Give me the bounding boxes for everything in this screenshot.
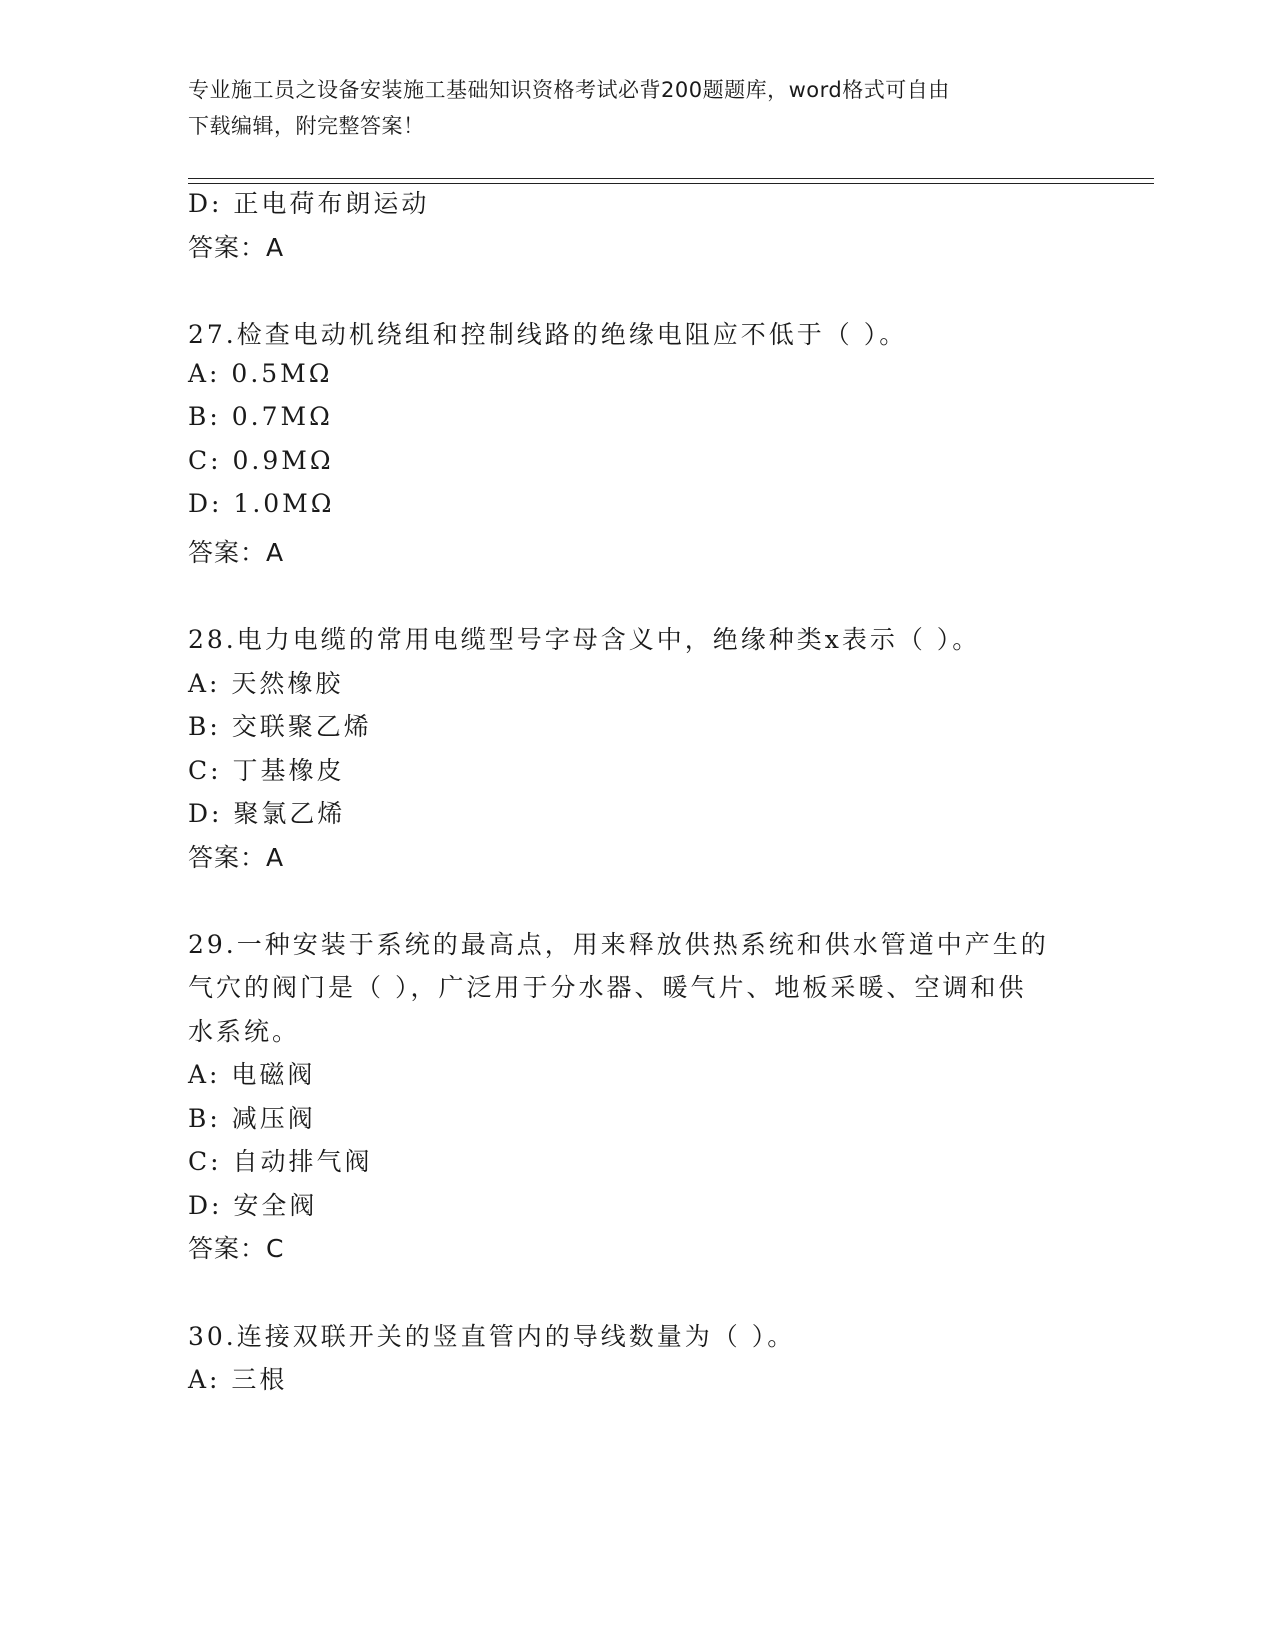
header-line-2: 下载编辑，附完整答案！ [188,114,425,138]
question-29-option-c: C: 自动排气阀 [188,1147,373,1176]
question-27-option-a: A: 0.5MΩ [188,359,333,388]
question-27-option-d: D: 1.0MΩ [188,489,335,518]
question-29-option-d: D: 安全阀 [188,1191,318,1220]
question-28-option-b: B: 交联聚乙烯 [188,712,372,741]
question-28-stem: 28.电力电缆的常用电缆型号字母含义中，绝缘种类x表示（ ）。 [188,625,981,654]
question-29-stem-line-3: 水系统。 [188,1017,301,1046]
question-27-answer: 答案：A [188,538,285,567]
question-28-option-c: C: 丁基橡皮 [188,756,345,785]
question-27-option-b: B: 0.7MΩ [188,402,333,431]
question-29-option-a: A: 电磁阀 [188,1060,316,1089]
header-divider-top [188,178,1154,179]
prev-answer: 答案：A [188,233,285,262]
question-27-option-c: C: 0.9MΩ [188,446,334,475]
question-29-option-b: B: 减压阀 [188,1104,316,1133]
question-29-stem-line-1: 29.一种安装于系统的最高点，用来释放供热系统和供水管道中产生的 [188,930,1049,959]
question-28-option-a: A: 天然橡胶 [188,669,344,698]
question-29-stem-line-2: 气穴的阀门是（ ），广泛用于分水器、暖气片、地板采暖、空调和供 [188,973,1027,1002]
document-header [188,72,1088,144]
question-28-option-d: D: 聚氯乙烯 [188,799,346,828]
question-30-stem: 30.连接双联开关的竖直管内的导线数量为（ ）。 [188,1322,796,1351]
question-29-answer: 答案：C [188,1234,285,1263]
prev-option-d: D: 正电荷布朗运动 [188,189,430,218]
question-28-answer: 答案：A [188,843,285,872]
question-27-stem: 27.检查电动机绕组和控制线路的绝缘电阻应不低于（ ）。 [188,320,908,349]
question-30-option-a: A: 三根 [188,1365,288,1394]
header-line-1: 专业施工员之设备安装施工基础知识资格考试必背200题题库，word格式可自由 [188,78,950,102]
